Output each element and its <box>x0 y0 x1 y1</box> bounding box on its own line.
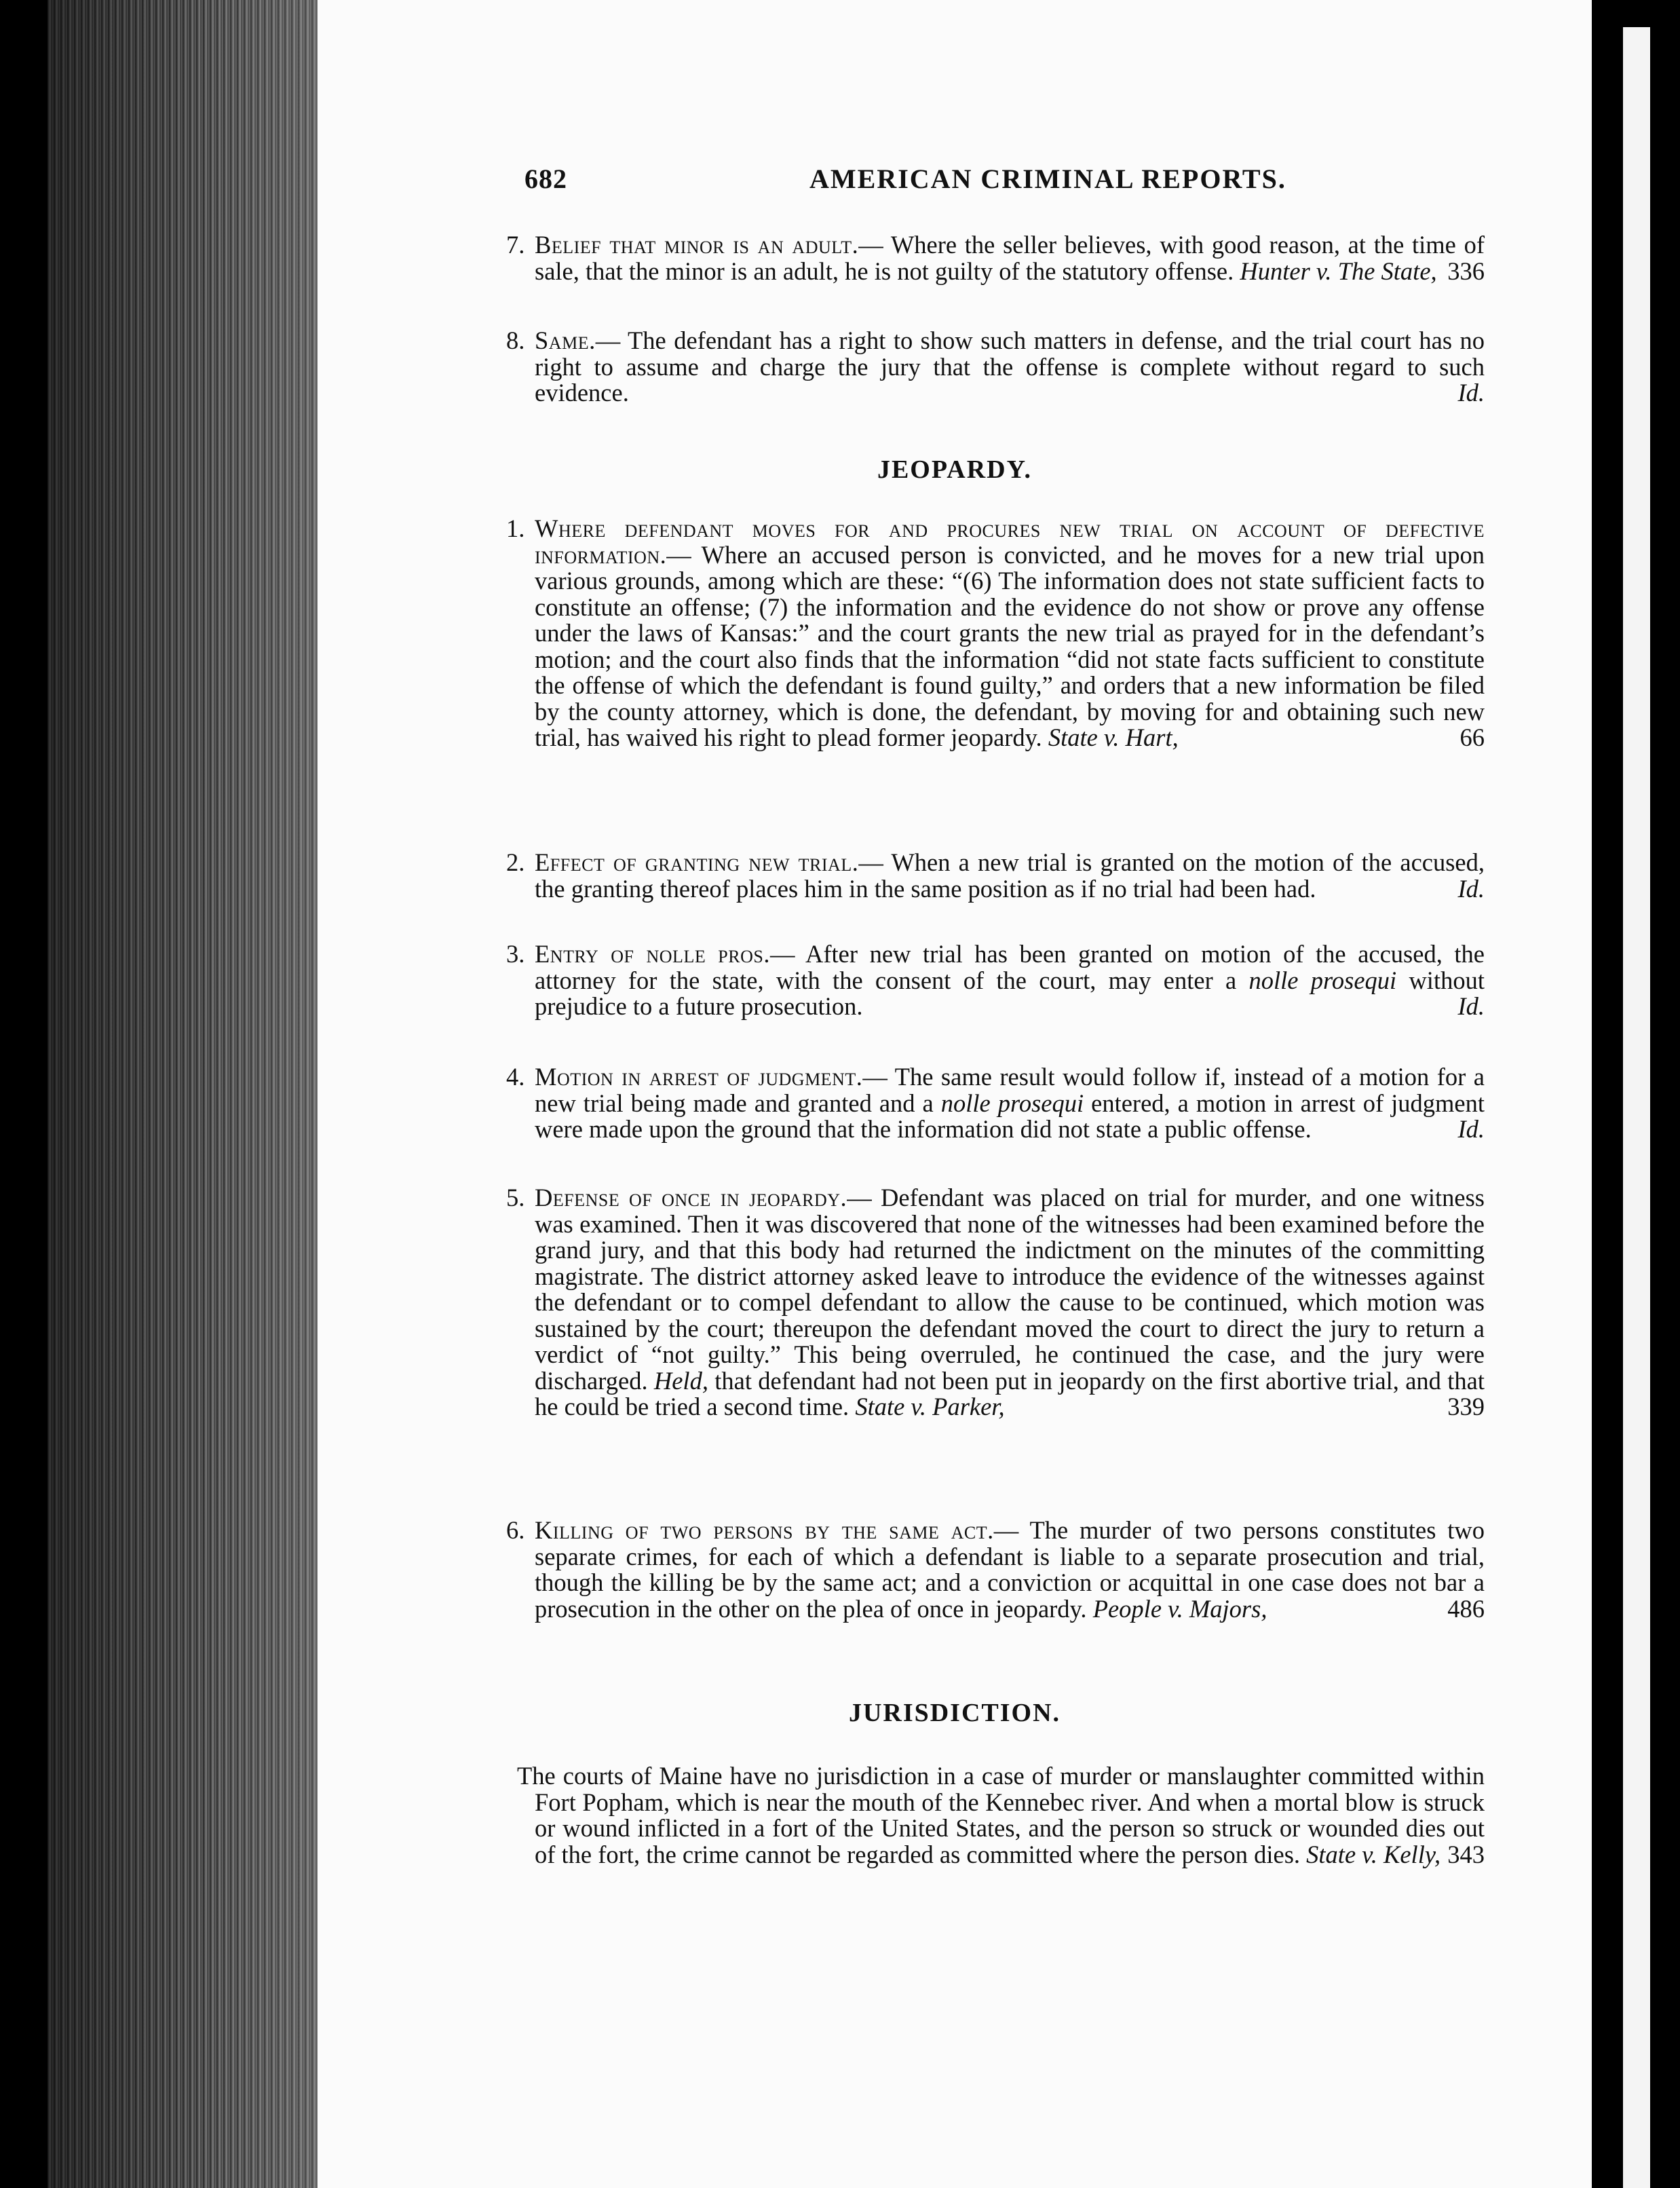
entry-text-continued: without prejudice to a future prosecution. <box>535 966 1485 1020</box>
digest-entry-8 <box>506 326 1485 407</box>
entry-citation: State v. Parker, <box>855 1393 1005 1420</box>
paragraph-page-ref: 343 <box>1447 1840 1485 1868</box>
entry-page-ref: 66 <box>1459 723 1485 751</box>
jurisdiction-paragraph <box>517 1762 1485 1868</box>
entry-heading: Where defendant moves for and procures new trial on account of defective information. <box>535 514 1485 569</box>
jeopardy-entry-1 <box>506 514 1485 751</box>
section-title-jurisdiction: JURISDICTION. <box>848 1699 1061 1727</box>
paragraph-citation: State v. Kelly, <box>1306 1840 1441 1868</box>
entry-text: — The murder of two persons constitutes two separate crimes, for each of which a defendant is liable to a separate prosecution and trial, though the killing be by the same act; and a conviction or acquittal in one case does not bar a prosecution in the other on the plea of once in jeopardy. <box>535 1516 1485 1623</box>
entry-page-ref: 339 <box>1447 1393 1485 1420</box>
paragraph-text: The courts of Maine have no jurisdiction in a case of murder or manslaughter committed within Fort Popham, which is near the mouth of the Kennebec river. And when a mortal blow is struck or wound inflicted in a fort of the United States, and the person so struck or wounded dies out of the fort, the crime cannot be regarded as committed where the person dies. <box>517 1762 1485 1868</box>
entry-heading: Motion in arrest of judgment. <box>535 1063 863 1091</box>
entry-number: 4. <box>506 1063 525 1091</box>
entry-text: — Where the seller believes, with good reason, at the time of sale, that the minor is an adult, he is not guilty of the statutory offense. <box>535 231 1485 285</box>
entry-text: — Where an accused person is convicted, and he moves for a new trial upon various grounds, among which are these: “(6) The information does not state sufficient facts to constitute an offense; (7) the information and the evidence do not show or prove any offense under the laws of Kansas:” and the court grants the new trial as prayed for in the defendant’s motion; and the court also finds that the information “did not state facts sufficient to constitute the offense of which the defendant is found guilty,” and orders that a new information be filed by the county attorney, which is done, the defendant, by moving for and obtaining such new trial, has waived his right to plead former jeopardy. <box>535 540 1485 751</box>
entry-number: 7. <box>506 231 525 259</box>
entry-number: 6. <box>506 1516 525 1544</box>
jeopardy-entry-5 <box>506 1184 1485 1420</box>
entry-text: — After new trial has been granted on motion of the accused, the attorney for the state, with the consent of the court, may enter a <box>535 940 1485 994</box>
section-title-jeopardy: JEOPARDY. <box>877 455 1033 484</box>
entry-citation: Hunter v. The State, <box>1240 257 1437 285</box>
entry-italic-term: nolle prosequi <box>940 1089 1084 1117</box>
entry-text: — Defendant was placed on trial for murder, and one witness was examined. Then it was discovered that none of the witnesses had been examined before the grand jury, and that this body had returned the indictment on the minutes of the committing magistrate. The district attorney asked leave to introduce the evidence of the witnesses against the defendant or to compel defendant to allow the cause to be continued, which motion was sustained by the court; thereupon the defendant moved the court to direct the jury to return a verdict of “not guilty.” This being overruled, he continued the case, and the jury were discharged. <box>535 1184 1485 1395</box>
entry-citation: People v. Majors, <box>1092 1594 1267 1623</box>
entry-text-continued: that defendant had not been put in jeopardy on the first abortive trial, and that he could be tried a second time. <box>535 1366 1485 1420</box>
entry-page-ref: 336 <box>1447 257 1485 285</box>
jeopardy-entry-3 <box>506 940 1485 1020</box>
entry-heading: Belief that minor is an adult. <box>535 231 859 259</box>
entry-citation: State v. Hart, <box>1048 723 1179 751</box>
entry-number: 3. <box>506 940 525 968</box>
book-page <box>318 0 1592 2188</box>
entry-heading: Defense of once in jeopardy. <box>535 1184 847 1211</box>
book-page-edges <box>47 0 319 2188</box>
entry-page-ref: Id. <box>1457 379 1485 407</box>
entry-text-continued: entered, a motion in arrest of judgment were made upon the ground that the information did not state a public offense. <box>535 1089 1485 1143</box>
jeopardy-entry-2 <box>506 848 1485 903</box>
entry-italic-term: nolle prosequi <box>1248 966 1397 994</box>
next-page-edge <box>1623 27 1650 2188</box>
entry-text: — The defendant has a right to show such matters in defense, and the trial court has no right to assume and charge the jury that the offense is complete without regard to such evidence. <box>535 326 1485 407</box>
entry-number: 1. <box>506 514 525 542</box>
entry-page-ref: 486 <box>1447 1594 1485 1623</box>
entry-page-ref: Id. <box>1457 992 1485 1020</box>
entry-heading: Entry of nolle pros. <box>535 940 770 968</box>
entry-heading: Same. <box>535 326 596 354</box>
page-number: 682 <box>524 164 567 194</box>
jeopardy-entry-6 <box>506 1516 1485 1623</box>
entry-page-ref: Id. <box>1457 1115 1485 1143</box>
entry-page-ref: Id. <box>1457 874 1485 903</box>
entry-number: 8. <box>506 326 525 354</box>
jeopardy-entry-4 <box>506 1063 1485 1143</box>
entry-text: — The same result would follow if, instead of a motion for a new trial being made and granted and a <box>535 1063 1485 1117</box>
entry-italic-term: Held, <box>653 1366 708 1395</box>
entry-number: 5. <box>506 1184 525 1211</box>
running-title: AMERICAN CRIMINAL REPORTS. <box>809 164 1286 194</box>
entry-text: — When a new trial is granted on the motion of the accused, the granting thereof places him in the same position as if no trial had been had. <box>535 848 1485 903</box>
entry-heading: Effect of granting new trial. <box>535 848 859 876</box>
digest-entry-7 <box>506 231 1485 285</box>
entry-heading: Killing of two persons by the same act. <box>535 1516 994 1544</box>
entry-number: 2. <box>506 848 525 876</box>
